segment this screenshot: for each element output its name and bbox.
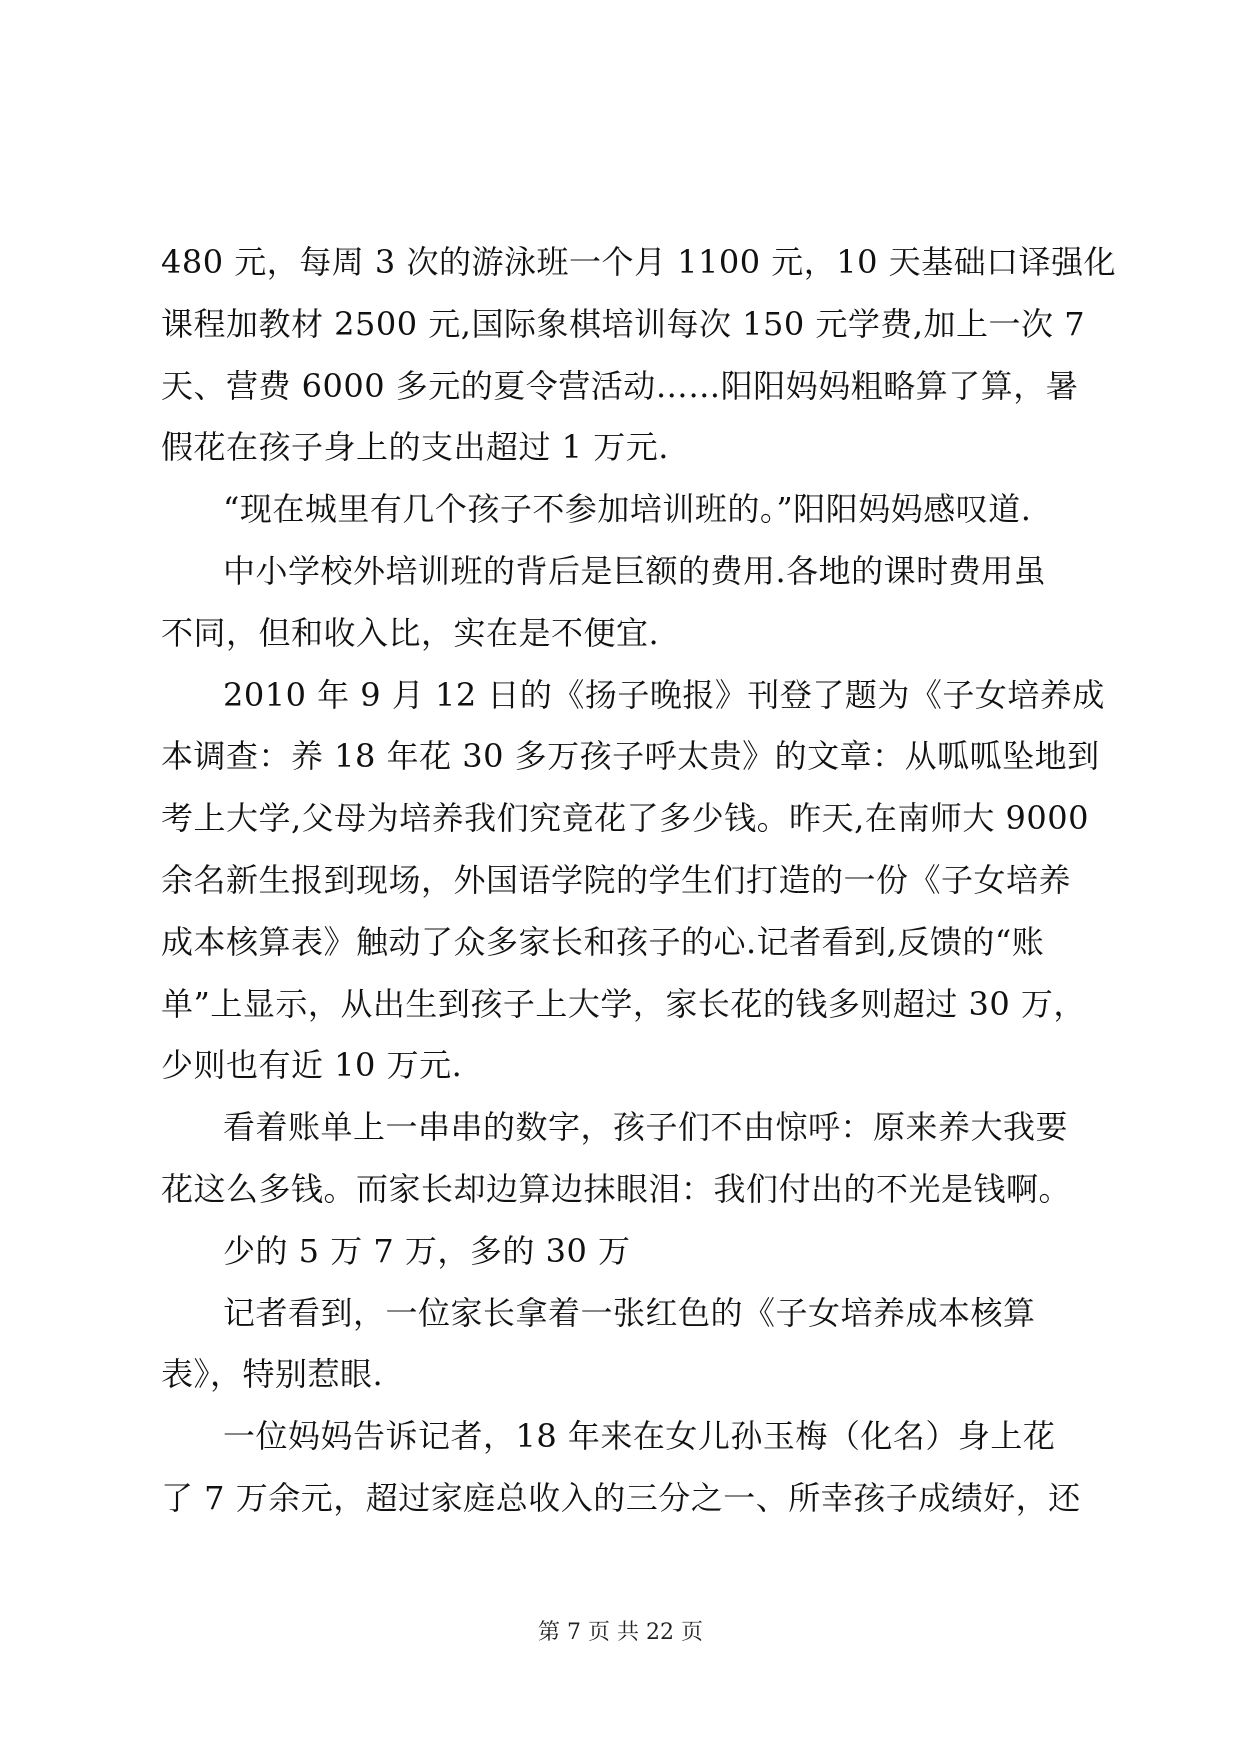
text-line: 2010 年 9 月 12 日的《扬子晚报》刊登了题为《子女培养成 — [223, 675, 1105, 714]
text-line: 课程加教材 2500 元,国际象棋培训每次 150 元学费,加上一次 7 — [161, 304, 1086, 343]
text-line: 一位妈妈告诉记者，18 年来在女儿孙玉梅（化名）身上花 — [223, 1417, 1056, 1456]
text-line: 少则也有近 10 万元. — [161, 1046, 463, 1085]
text-line: 考上大学,父母为培养我们究竟花了多少钱。昨天,在南师大 9000 — [161, 799, 1089, 838]
text-line: 记者看到，一位家长拿着一张红色的《子女培养成本核算 — [223, 1293, 1036, 1332]
text-line: 花这么多钱。而家长却边算边抹眼泪：我们付出的不光是钱啊。 — [161, 1169, 1072, 1208]
text-line: 余名新生报到现场，外国语学院的学生们打造的一份《子女培养 — [161, 860, 1072, 899]
text-line: 天、营费 6000 多元的夏令营活动……阳阳妈妈粗略算了算，暑 — [161, 366, 1079, 405]
page-footer: 第 7 页 共 22 页 — [538, 1620, 703, 1645]
text-line: 少的 5 万 7 万，多的 30 万 — [223, 1231, 631, 1270]
text-line: 表》，特别惹眼. — [161, 1355, 384, 1394]
text-line: 成本核算表》触动了众多家长和孩子的心.记者看到,反馈的“账 — [161, 922, 1045, 961]
text-line: 480 元，每周 3 次的游泳班一个月 1100 元，10 天基础口译强化 — [161, 243, 1117, 281]
text-line: 本调查：养 18 年花 30 多万孩子呼太贵》的文章：从呱呱坠地到 — [161, 737, 1100, 776]
text-line: “现在城里有几个孩子不参加培训班的。”阳阳妈妈感叹道. — [223, 490, 1032, 529]
text-line: 了 7 万余元，超过家庭总收入的三分之一、所幸孩子成绩好，还 — [161, 1478, 1081, 1517]
text-line: 单”上显示，从出生到孩子上大学，家长花的钱多则超过 30 万， — [161, 984, 1086, 1023]
text-line: 看着账单上一串串的数字，孩子们不由惊呼：原来养大我要 — [223, 1108, 1069, 1147]
text-line: 中小学校外培训班的背后是巨额的费用.各地的课时费用虽 — [223, 551, 1047, 590]
document-body — [161, 232, 1117, 1530]
text-line: 假花在孩子身上的支出超过 1 万元. — [161, 428, 669, 467]
text-line: 不同，但和收入比，实在是不便宜. — [161, 613, 660, 652]
